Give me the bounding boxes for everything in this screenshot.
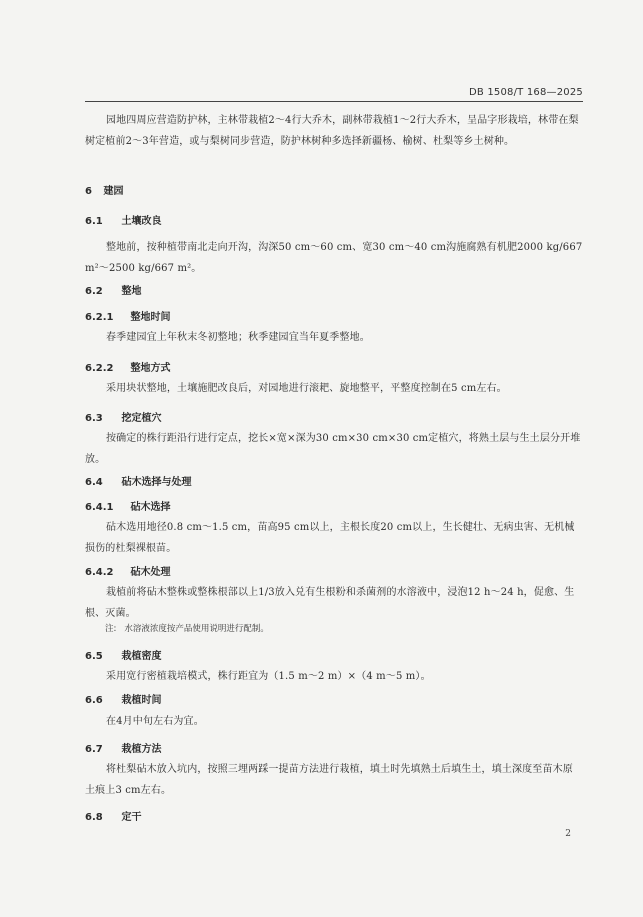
heading-title: 建园	[103, 186, 124, 197]
paragraph-6-3: 按确定的株行距沿行进行定点，挖长×宽×深为30 cm×30 cm×30 cm定植穴，将熟土层与生土层分开堆放。	[85, 433, 581, 465]
heading-number: 6.7	[85, 744, 103, 755]
heading-title: 定干	[121, 812, 142, 823]
heading-number: 6.3	[85, 413, 103, 424]
heading-title: 栽植时间	[121, 695, 162, 706]
heading-number: 6.2	[85, 286, 103, 297]
heading-number: 6.4	[85, 477, 103, 488]
heading-number: 6.5	[85, 651, 103, 662]
paragraph-6-4-2: 栽植前将砧木整株或整株根部以上1/3放入兑有生根粉和杀菌剂的水溶液中，浸泡12 h～24 h，促愈、生根、灭菌。	[85, 587, 575, 619]
heading-6-4-2	[85, 563, 170, 578]
heading-number: 6.2.1	[85, 312, 114, 323]
heading-6-2-1	[85, 308, 170, 323]
page-number: 2	[565, 829, 571, 839]
heading-number: 6.6	[85, 695, 103, 706]
heading-title: 整地	[121, 286, 142, 297]
note	[105, 622, 269, 634]
heading-title: 栽植方法	[121, 744, 162, 755]
document-code: DB 1508/T 168—2025	[469, 87, 583, 98]
heading-6-3	[85, 409, 161, 424]
heading-6-4	[85, 473, 191, 488]
heading-number: 6.8	[85, 812, 103, 823]
note-label: 注:	[105, 624, 117, 634]
heading-6-5	[85, 647, 161, 662]
heading-number: 6.1	[85, 216, 103, 227]
heading-title: 砧木选择	[130, 502, 171, 513]
heading-title: 整地方式	[130, 363, 171, 374]
heading-6-8	[85, 808, 141, 823]
heading-number: 6.4.2	[85, 567, 114, 578]
heading-number: 6	[85, 186, 92, 197]
paragraph-6-2-2: 采用块状整地，土壤施肥改良后，对园地进行滚耙、旋地整平，平整度控制在5 cm左右。	[106, 383, 507, 394]
paragraph-6-5: 采用宽行密植栽培模式，株行距宜为（1.5 m～2 m）×（4 m～5 m）。	[106, 671, 431, 682]
heading-title: 砧木选择与处理	[121, 477, 192, 488]
heading-title: 整地时间	[130, 312, 171, 323]
paragraph-6-1: 整地前，按种植带南北走向开沟，沟深50 cm～60 cm、宽30 cm～40 cm沟施腐熟有机肥2000 kg/667 m²～2500 kg/667 m²。	[85, 242, 583, 274]
heading-6-6	[85, 691, 161, 706]
heading-title: 挖定植穴	[121, 413, 162, 424]
heading-6-1	[85, 212, 161, 227]
heading-6-2-2	[85, 359, 170, 374]
heading-6	[85, 182, 123, 197]
paragraph-windbreak: 园地四周应营造防护林，主林带栽植2～4行大乔木，副林带栽植1～2行大乔木，呈品字形栽培，林带在梨树定植前2～3年营造，或与梨树同步营造，防护林树种多选择新疆杨、榆树、杜梨等乡土树种。	[85, 115, 579, 147]
heading-title: 栽植密度	[121, 651, 162, 662]
heading-number: 6.2.2	[85, 363, 114, 374]
paragraph-6-6: 在4月中旬左右为宜。	[106, 716, 204, 727]
heading-6-7	[85, 740, 161, 755]
paragraph-6-7: 将杜梨砧木放入坑内，按照三埋两踩一提苗方法进行栽植，填土时先填熟土后填生土，填土深度至苗木原土痕上3 cm左右。	[85, 764, 573, 796]
heading-number: 6.4.1	[85, 502, 114, 513]
heading-title: 砧木处理	[130, 567, 171, 578]
note-text: 水溶液浓度按产品使用说明进行配制。	[124, 624, 269, 634]
header-rule	[85, 101, 583, 102]
heading-6-4-1	[85, 498, 170, 513]
paragraph-6-2-1: 春季建园宜上年秋末冬初整地；秋季建园宜当年夏季整地。	[106, 332, 370, 343]
heading-title: 土壤改良	[121, 216, 162, 227]
paragraph-6-4-1: 砧木选用地径0.8 cm～1.5 cm，苗高95 cm以上，主根长度20 cm以上，生长健壮、无病虫害、无机械损伤的杜梨裸根苗。	[85, 522, 575, 554]
heading-6-2	[85, 282, 141, 297]
